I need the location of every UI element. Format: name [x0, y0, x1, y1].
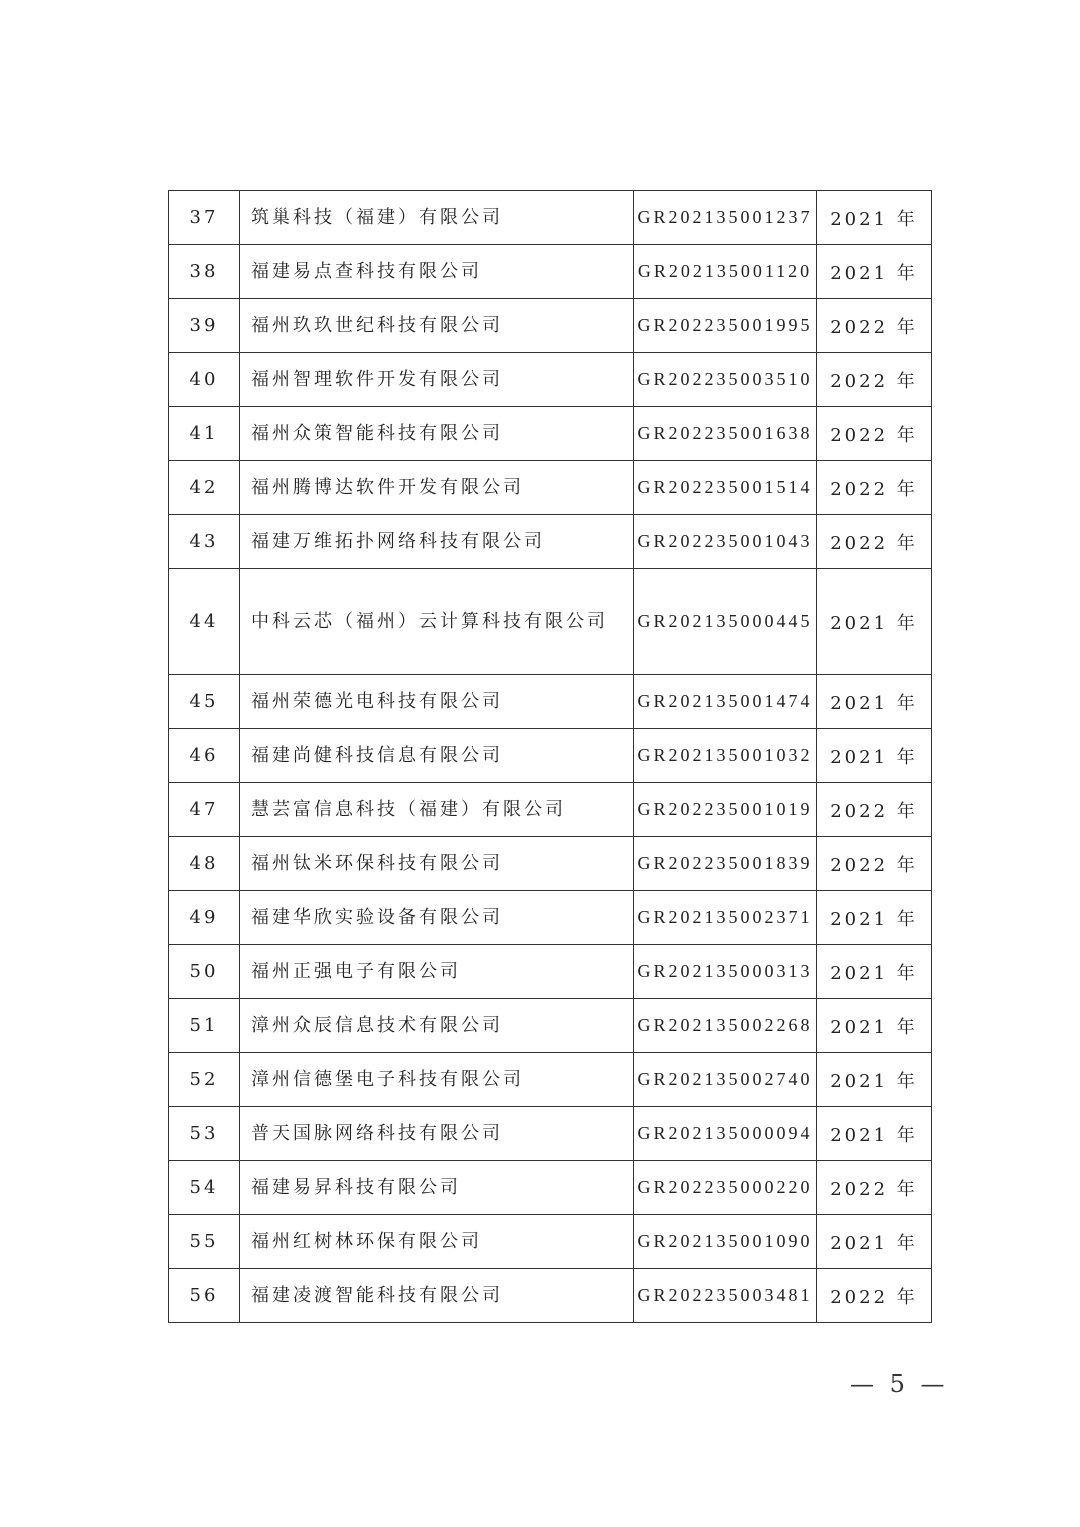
certificate-code: GR202235001839: [634, 837, 817, 891]
certification-year: 2021 年: [817, 245, 932, 299]
certificate-code: GR202235003481: [634, 1269, 817, 1323]
company-name: 漳州信德堡电子科技有限公司: [240, 1053, 634, 1107]
row-number: 51: [169, 999, 240, 1053]
certification-year: 2021 年: [817, 1053, 932, 1107]
certification-year: 2021 年: [817, 675, 932, 729]
certificate-code: GR202135001474: [634, 675, 817, 729]
enterprise-table: [168, 190, 932, 1323]
table-row: [169, 999, 932, 1053]
row-number: 49: [169, 891, 240, 945]
certification-year: 2021 年: [817, 569, 932, 675]
certification-year: 2021 年: [817, 1215, 932, 1269]
certification-year: 2021 年: [817, 999, 932, 1053]
certificate-code: GR202135002740: [634, 1053, 817, 1107]
table-row: [169, 1107, 932, 1161]
company-name: 福建凌渡智能科技有限公司: [240, 1269, 634, 1323]
certification-year: 2021 年: [817, 729, 932, 783]
row-number: 45: [169, 675, 240, 729]
company-name: 福州众策智能科技有限公司: [240, 407, 634, 461]
row-number: 53: [169, 1107, 240, 1161]
company-name: 福建易点查科技有限公司: [240, 245, 634, 299]
certification-year: 2022 年: [817, 353, 932, 407]
table-row: [169, 353, 932, 407]
table-row: [169, 515, 932, 569]
table-row: [169, 1053, 932, 1107]
certificate-code: GR202235001638: [634, 407, 817, 461]
row-number: 42: [169, 461, 240, 515]
certificate-code: GR202235001019: [634, 783, 817, 837]
company-name: 福建华欣实验设备有限公司: [240, 891, 634, 945]
company-name: 福州玖玖世纪科技有限公司: [240, 299, 634, 353]
row-number: 37: [169, 191, 240, 245]
row-number: 48: [169, 837, 240, 891]
company-name: 中科云芯（福州）云计算科技有限公司: [240, 569, 634, 675]
certificate-code: GR202135001032: [634, 729, 817, 783]
table-row: [169, 675, 932, 729]
certification-year: 2022 年: [817, 1269, 932, 1323]
table-row: [169, 783, 932, 837]
certificate-code: GR202235001995: [634, 299, 817, 353]
company-name: 福州红树林环保有限公司: [240, 1215, 634, 1269]
certification-year: 2021 年: [817, 191, 932, 245]
certificate-code: GR202135001090: [634, 1215, 817, 1269]
row-number: 50: [169, 945, 240, 999]
company-name: 漳州众辰信息技术有限公司: [240, 999, 634, 1053]
certificate-code: GR202135002268: [634, 999, 817, 1053]
certification-year: 2021 年: [817, 891, 932, 945]
row-number: 55: [169, 1215, 240, 1269]
page-number: — 5 —: [850, 1370, 949, 1398]
row-number: 56: [169, 1269, 240, 1323]
row-number: 54: [169, 1161, 240, 1215]
table-row: [169, 569, 932, 675]
certification-year: 2022 年: [817, 837, 932, 891]
company-name: 普天国脉网络科技有限公司: [240, 1107, 634, 1161]
company-name: 福建万维拓扑网络科技有限公司: [240, 515, 634, 569]
table-body: [169, 191, 932, 1323]
table-row: [169, 299, 932, 353]
table-row: [169, 461, 932, 515]
table-row: [169, 729, 932, 783]
certificate-code: GR202235000220: [634, 1161, 817, 1215]
row-number: 41: [169, 407, 240, 461]
certificate-code: GR202135000445: [634, 569, 817, 675]
row-number: 44: [169, 569, 240, 675]
company-name: 福建尚健科技信息有限公司: [240, 729, 634, 783]
certificate-code: GR202135001120: [634, 245, 817, 299]
row-number: 39: [169, 299, 240, 353]
certification-year: 2021 年: [817, 1107, 932, 1161]
row-number: 47: [169, 783, 240, 837]
table-row: [169, 1161, 932, 1215]
certification-year: 2022 年: [817, 461, 932, 515]
row-number: 38: [169, 245, 240, 299]
company-name: 福州钛米环保科技有限公司: [240, 837, 634, 891]
company-name: 福州智理软件开发有限公司: [240, 353, 634, 407]
certification-year: 2022 年: [817, 1161, 932, 1215]
company-name: 福建易昇科技有限公司: [240, 1161, 634, 1215]
certificate-code: GR202135000313: [634, 945, 817, 999]
row-number: 40: [169, 353, 240, 407]
certification-year: 2021 年: [817, 945, 932, 999]
certification-year: 2022 年: [817, 783, 932, 837]
table-row: [169, 837, 932, 891]
certificate-code: GR202235001043: [634, 515, 817, 569]
certificate-code: GR202135001237: [634, 191, 817, 245]
table-row: [169, 191, 932, 245]
table-row: [169, 245, 932, 299]
company-name: 福州荣德光电科技有限公司: [240, 675, 634, 729]
company-name: 慧芸富信息科技（福建）有限公司: [240, 783, 634, 837]
certification-year: 2022 年: [817, 515, 932, 569]
table-row: [169, 407, 932, 461]
row-number: 46: [169, 729, 240, 783]
company-name: 福州正强电子有限公司: [240, 945, 634, 999]
certificate-code: GR202235001514: [634, 461, 817, 515]
row-number: 43: [169, 515, 240, 569]
certificate-code: GR202135002371: [634, 891, 817, 945]
row-number: 52: [169, 1053, 240, 1107]
certification-year: 2022 年: [817, 407, 932, 461]
table-row: [169, 1269, 932, 1323]
table-row: [169, 945, 932, 999]
certificate-code: GR202235003510: [634, 353, 817, 407]
table-row: [169, 891, 932, 945]
company-name: 福州腾博达软件开发有限公司: [240, 461, 634, 515]
company-name: 筑巢科技（福建）有限公司: [240, 191, 634, 245]
certificate-code: GR202135000094: [634, 1107, 817, 1161]
certification-year: 2022 年: [817, 299, 932, 353]
table-row: [169, 1215, 932, 1269]
